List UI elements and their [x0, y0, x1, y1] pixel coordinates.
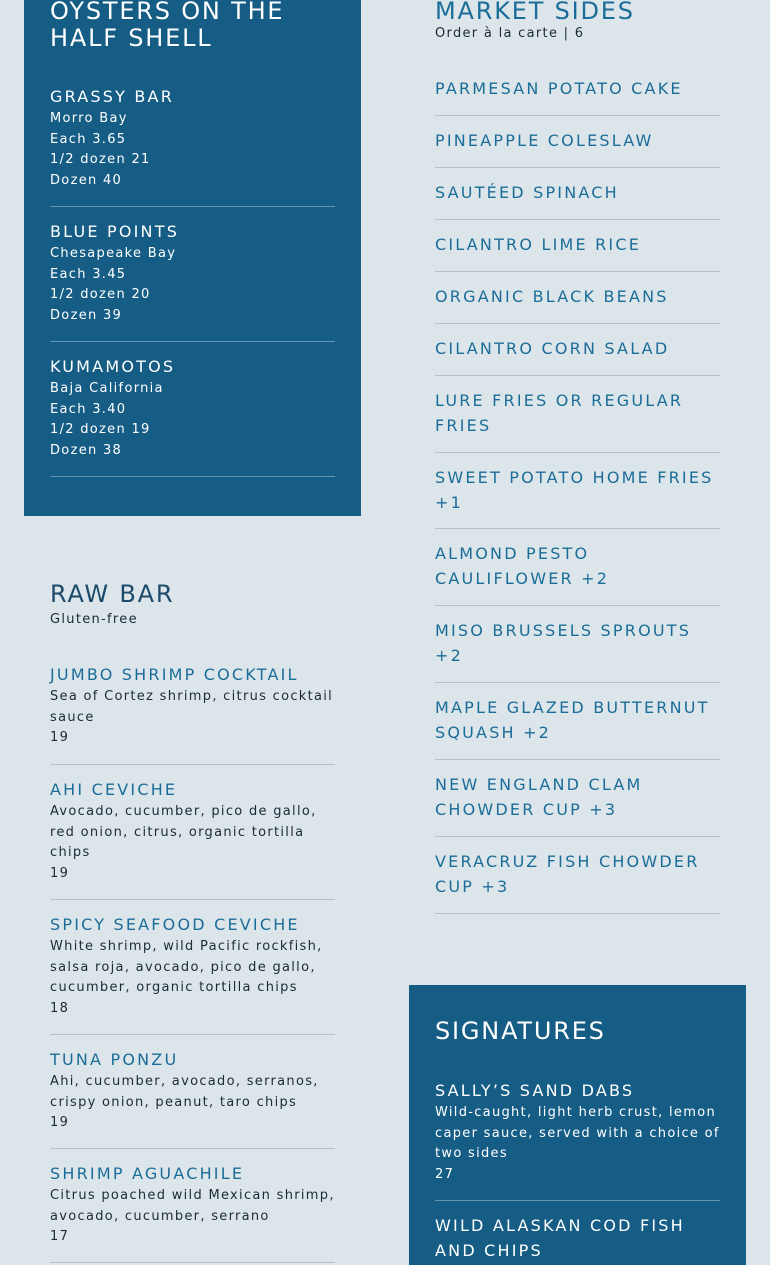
menu-item-spicy-seafood-ceviche [50, 912, 335, 1020]
divider [435, 836, 720, 837]
side-item: SAUTÉED SPINACH [435, 183, 619, 202]
divider [50, 206, 335, 207]
item-name: GRASSY BAR [50, 87, 175, 106]
item-description: White shrimp, wild Pacific rockfish, salsa roja, avocado, pico de gallo, cucumber, organic tortilla chips [50, 939, 323, 996]
raw-bar-subtitle: Gluten-free [50, 612, 138, 627]
raw-bar-title: RAW BAR [50, 580, 175, 608]
item-name: KUMAMOTOS [50, 357, 176, 376]
market-sides-title: MARKET SIDES [435, 0, 635, 25]
item-name: WILD ALASKAN COD FISH AND CHIPS [435, 1216, 685, 1260]
price-dozen: Dozen 40 [50, 173, 123, 189]
item-name: SPICY SEAFOOD CEVICHE [50, 915, 300, 934]
item-origin: Morro Bay [50, 111, 128, 126]
price-each: Each 3.40 [50, 401, 127, 417]
item-name: SALLY’S SAND DABS [435, 1081, 635, 1100]
divider [435, 759, 720, 760]
menu-item-grassy-bar [50, 84, 335, 192]
side-item: LURE FRIES OR REGULAR FRIES [435, 391, 684, 435]
item-description: Avocado, cucumber, pico de gallo, red onion, citrus, organic tortilla chips [50, 804, 317, 861]
divider [435, 219, 720, 220]
menu-item-ahi-ceviche [50, 777, 335, 885]
side-item: NEW ENGLAND CLAM CHOWDER CUP +3 [435, 775, 643, 819]
item-description: Ahi, cucumber, avocado, serranos, crispy onion, peanut, taro chips [50, 1074, 319, 1110]
divider [435, 375, 720, 376]
divider [435, 682, 720, 683]
menu-item-jumbo-shrimp-cocktail [50, 662, 335, 749]
price-dozen: Dozen 39 [50, 308, 123, 324]
price-half-dozen: 1/2 dozen 19 [50, 422, 151, 438]
signatures-section [409, 985, 746, 1265]
divider [435, 605, 720, 606]
side-item: ORGANIC BLACK BEANS [435, 287, 669, 306]
divider [50, 1148, 335, 1149]
menu-item-wild-alaskan-cod [435, 1213, 720, 1263]
side-item: MISO BRUSSELS SPROUTS +2 [435, 621, 692, 665]
side-item: VERACRUZ FISH CHOWDER CUP +3 [435, 852, 700, 896]
menu-item-sallys-sand-dabs [435, 1078, 720, 1186]
item-description: Sea of Cortez shrimp, citrus cocktail sauce [50, 689, 334, 725]
price-each: Each 3.45 [50, 266, 127, 282]
signatures-title: SIGNATURES [435, 1017, 606, 1045]
divider [50, 476, 335, 477]
item-origin: Chesapeake Bay [50, 246, 177, 261]
divider [435, 1200, 720, 1201]
market-sides-subtitle: Order à la carte | 6 [435, 26, 585, 41]
divider [435, 167, 720, 168]
item-name: BLUE POINTS [50, 222, 180, 241]
divider [435, 115, 720, 116]
side-item: PINEAPPLE COLESLAW [435, 131, 654, 150]
divider [435, 271, 720, 272]
item-description: Wild-caught, light herb crust, lemon caper sauce, served with a choice of two sides [435, 1105, 720, 1162]
oysters-section [24, 0, 361, 516]
item-name: AHI CEVICHE [50, 780, 178, 799]
item-name: TUNA PONZU [50, 1050, 179, 1069]
price-half-dozen: 1/2 dozen 20 [50, 287, 151, 303]
divider [435, 528, 720, 529]
price-half-dozen: 1/2 dozen 21 [50, 152, 151, 168]
menu-item-tuna-ponzu [50, 1047, 335, 1134]
item-price: 19 [50, 866, 70, 882]
divider [435, 452, 720, 453]
price-each: Each 3.65 [50, 131, 127, 147]
side-item: ALMOND PESTO CAULIFLOWER +2 [435, 544, 610, 588]
oysters-title: OYSTERS ON THE HALF SHELL [50, 0, 285, 52]
divider [435, 323, 720, 324]
divider [50, 899, 335, 900]
side-item: MAPLE GLAZED BUTTERNUT SQUASH +2 [435, 698, 710, 742]
item-name: JUMBO SHRIMP COCKTAIL [50, 665, 299, 684]
price-dozen: Dozen 38 [50, 443, 123, 459]
side-item: CILANTRO LIME RICE [435, 235, 642, 254]
item-price: 27 [435, 1167, 455, 1183]
divider [435, 913, 720, 914]
item-price: 19 [50, 1115, 70, 1131]
divider [50, 764, 335, 765]
item-description: Citrus poached wild Mexican shrimp, avocado, cucumber, serrano [50, 1188, 335, 1224]
item-origin: Baja California [50, 381, 164, 396]
item-name: SHRIMP AGUACHILE [50, 1164, 245, 1183]
item-price: 17 [50, 1229, 70, 1245]
menu-item-shrimp-aguachile [50, 1161, 335, 1248]
divider [50, 1262, 335, 1263]
item-price: 19 [50, 730, 70, 746]
menu-item-blue-points [50, 219, 335, 327]
divider [50, 341, 335, 342]
divider [50, 1034, 335, 1035]
side-item: CILANTRO CORN SALAD [435, 339, 670, 358]
side-item: SWEET POTATO HOME FRIES +1 [435, 468, 714, 512]
menu-item-kumamotos [50, 354, 335, 462]
item-price: 18 [50, 1001, 70, 1017]
side-item: PARMESAN POTATO CAKE [435, 79, 683, 98]
